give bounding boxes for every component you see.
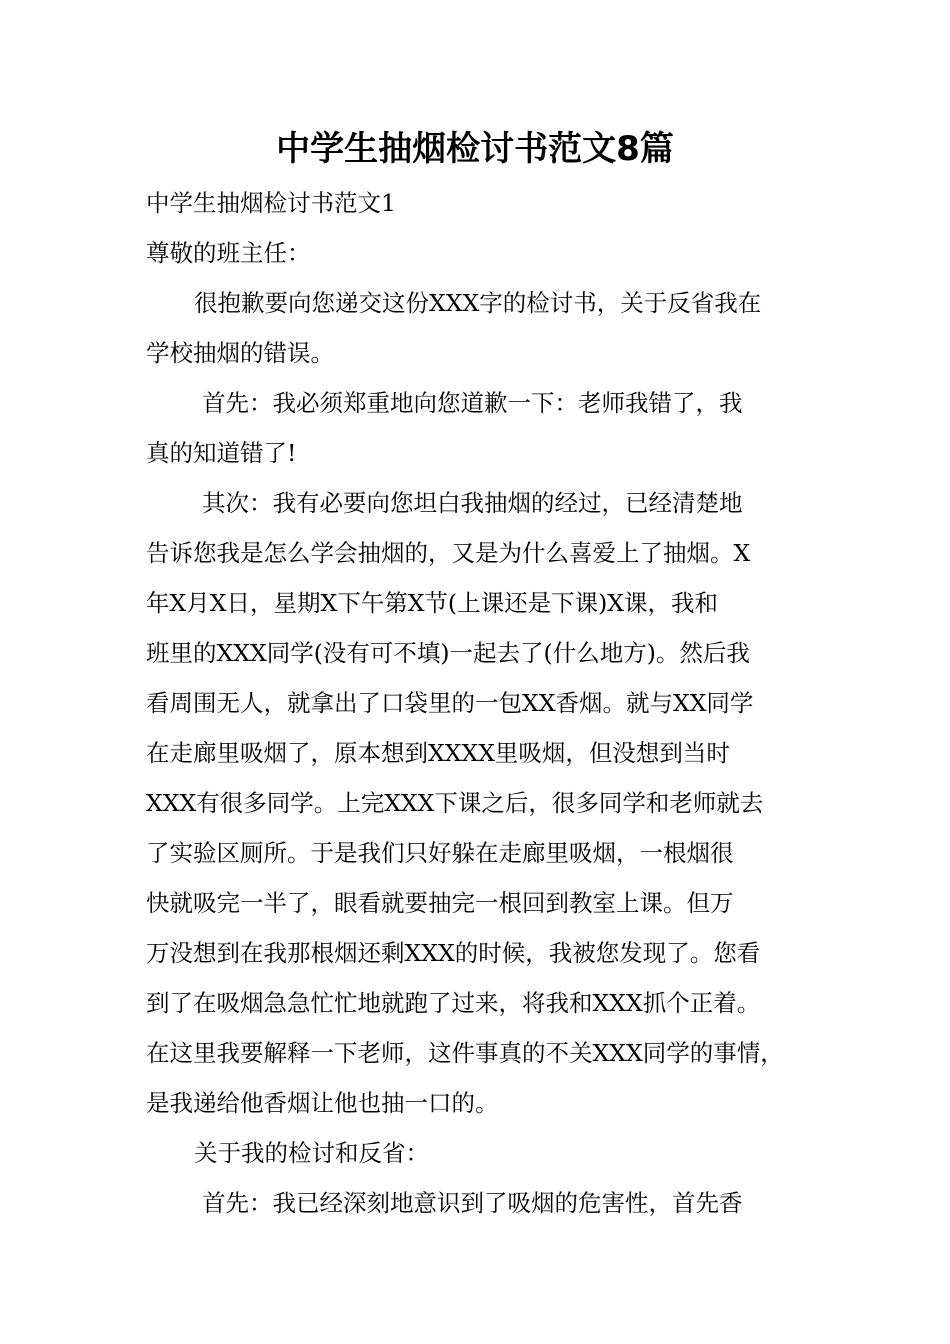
paragraph-line: 年X月X日，星期X下午第X节(上课还是下课)X课，我和 — [146, 589, 718, 617]
document-title: 中学生抽烟检讨书范文8篇 — [276, 129, 674, 169]
paragraph-line: 在这里我要解释一下老师，这件事真的不关XXX同学的事情， — [146, 1039, 784, 1067]
paragraph-line: 告诉您我是怎么学会抽烟的，又是为什么喜爱上了抽烟。X — [146, 539, 751, 567]
paragraph-line: 学校抽烟的错误。 — [146, 339, 334, 367]
paragraph-line: 快就吸完一半了，眼看就要抽完一根回到教室上课。但万 — [146, 889, 734, 917]
salutation: 尊敬的班主任： — [146, 239, 311, 267]
paragraph-line: 关于我的检讨和反省： — [194, 1139, 429, 1167]
paragraph-line: 很抱歉要向您递交这份XXX字的检讨书，关于反省我在 — [194, 289, 762, 317]
paragraph-line: 在走廊里吸烟了，原本想到XXXX里吸烟，但没想到当时 — [146, 739, 730, 767]
paragraph-line: 其次：我有必要向您坦白我抽烟的经过，已经清楚地 — [202, 489, 743, 517]
paragraph-line: 到了在吸烟急急忙忙地就跑了过来，将我和XXX抓个正着。 — [146, 989, 761, 1017]
paragraph-line: 班里的XXX同学(没有可不填)一起去了(什么地方)。然后我 — [146, 639, 750, 667]
section-heading: 中学生抽烟检讨书范文1 — [146, 189, 396, 217]
document-body — [146, 178, 836, 1228]
paragraph-line: XXX有很多同学。上完XXX下课之后，很多同学和老师就去 — [146, 789, 764, 817]
paragraph-line: 万没想到在我那根烟还剩XXX的时候，我被您发现了。您看 — [146, 939, 761, 967]
paragraph-line: 首先：我必须郑重地向您道歉一下：老师我错了，我 — [202, 389, 743, 417]
paragraph-line: 看周围无人，就拿出了口袋里的一包XX香烟。就与XX同学 — [146, 689, 754, 717]
paragraph-line: 是我递给他香烟让他也抽一口的。 — [146, 1089, 499, 1117]
paragraph-line: 首先：我已经深刻地意识到了吸烟的危害性，首先香 — [202, 1189, 743, 1217]
paragraph-line: 真的知道错了! — [146, 439, 297, 467]
paragraph-line: 了实验区厕所。于是我们只好躲在走廊里吸烟，一根烟很 — [146, 839, 734, 867]
